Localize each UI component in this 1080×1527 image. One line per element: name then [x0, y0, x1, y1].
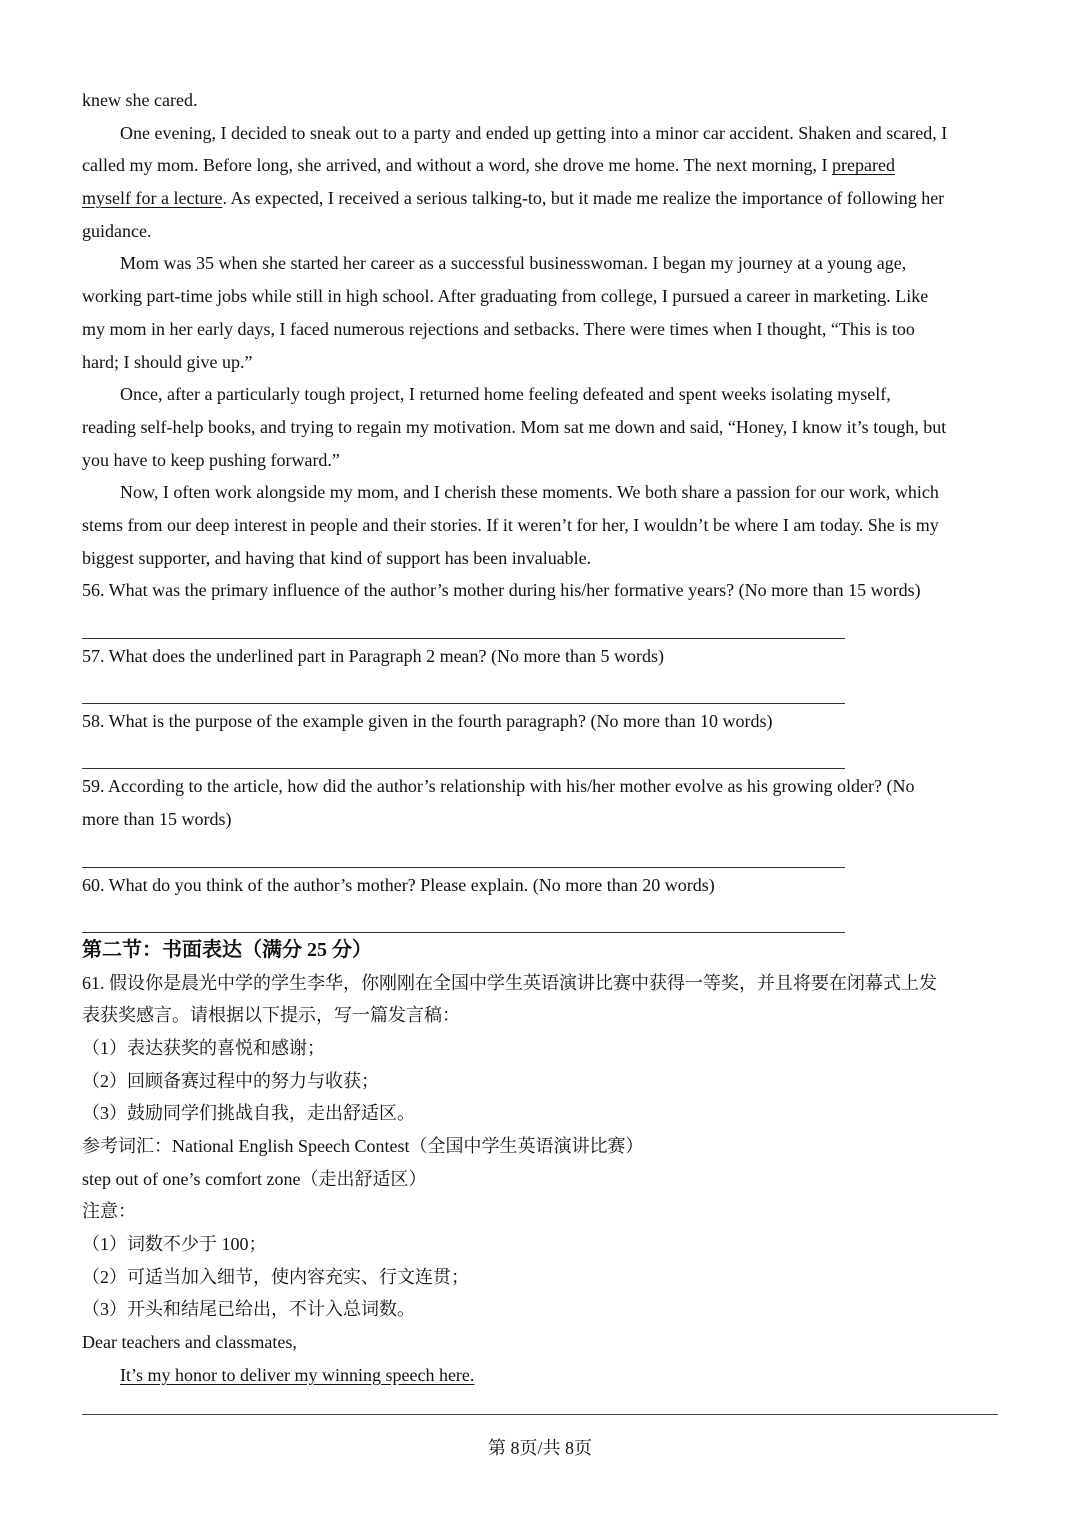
passage-line: stems from our deep interest in people and their stories. If it weren’t for her, I wouldn’t be where I am today. She is my — [82, 514, 939, 535]
underlined-phrase: prepared — [831, 155, 895, 176]
passage-line — [82, 182, 998, 215]
answer-line-60 — [82, 901, 998, 934]
speech-opening-line — [82, 1359, 998, 1392]
reference-vocab: 参考词汇：National English Speech Contest（全国中学生英语演讲比赛） — [82, 1136, 644, 1156]
passage-line: Now, I often work alongside my mom, and I cherish these moments. We both share a passion for our work, which — [120, 482, 939, 503]
writing-tip: （3）鼓励同学们挑战自我，走出舒适区。 — [82, 1103, 415, 1124]
answer-line-59 — [82, 836, 998, 869]
passage-line: hard; I should give up.” — [82, 351, 253, 372]
question-60: 60. What do you think of the author’s mother? Please explain. (No more than 20 words) — [82, 874, 715, 895]
passage-line: guidance. — [82, 220, 152, 241]
question-57: 57. What does the underlined part in Paragraph 2 mean? (No more than 5 words) — [82, 645, 664, 666]
writing-tip: （1）表达获奖的喜悦和感谢； — [82, 1037, 325, 1058]
passage-line: One evening, I decided to sneak out to a party and ended up getting into a minor car accident. Shaken and scared, I — [120, 122, 948, 143]
question-59: 59. According to the article, how did the author’s relationship with his/her mother evolve as his growing older? (No — [82, 776, 915, 797]
passage-line: you have to keep pushing forward.” — [82, 449, 340, 470]
note-item: （2）可适当加入细节，使内容充实、行文连贯； — [82, 1266, 469, 1287]
passage-line: reading self-help books, and trying to regain my motivation. Mom sat me down and said, “Honey, I know it’s tough, but — [82, 416, 947, 437]
passage-text: . As expected, I received a serious talking-to, but it made me realize the importance of following her — [222, 188, 945, 209]
writing-tip: （2）回顾备赛过程中的努力与收获； — [82, 1070, 379, 1091]
reference-vocab: step out of one’s comfort zone（走出舒适区） — [82, 1168, 427, 1189]
underlined-phrase: myself for a lecture — [82, 188, 223, 209]
answer-line-56 — [82, 607, 998, 640]
passage-line: working part-time jobs while still in high school. After graduating from college, I pursued a career in marketing. Like — [82, 286, 929, 307]
section-heading: 第二节：书面表达（满分 25 分） — [82, 938, 372, 961]
speech-opening: It’s my honor to deliver my winning speech here. — [120, 1364, 475, 1385]
question-61-cont: 表获奖感言。请根据以下提示，写一篇发言稿： — [82, 1005, 460, 1026]
passage-line: biggest supporter, and having that kind of support has been invaluable. — [82, 547, 592, 568]
question-59-cont: more than 15 words) — [82, 809, 232, 830]
passage-text: called my mom. Before long, she arrived, and without a word, she drove me home. The next morning, I — [82, 155, 832, 176]
passage-line: my mom in her early days, I faced numerous rejections and setbacks. There were times when I thought, “This is too — [82, 318, 915, 339]
question-56: 56. What was the primary influence of the author’s mother during his/her formative years? (No more than 15 words) — [82, 580, 921, 601]
question-58: 58. What is the purpose of the example given in the fourth paragraph? (No more than 10 words) — [82, 711, 773, 732]
exam-page — [82, 84, 998, 1392]
notes-label: 注意： — [82, 1201, 136, 1222]
page-number: 第 8页/共 8页 — [487, 1438, 592, 1458]
speech-salutation: Dear teachers and classmates, — [82, 1332, 297, 1353]
note-item: （1）词数不少于 100； — [82, 1234, 267, 1255]
question-61: 61. 假设你是晨光中学的学生李华，你刚刚在全国中学生英语演讲比赛中获得一等奖，并且将要在闭幕式上发 — [82, 972, 937, 993]
passage-line — [82, 149, 998, 182]
answer-line-58 — [82, 738, 998, 771]
passage-line: Mom was 35 when she started her career as a successful businesswoman. I began my journey at a young age, — [120, 253, 907, 274]
footer-divider — [82, 1414, 998, 1415]
note-item: （3）开头和结尾已给出，不计入总词数。 — [82, 1299, 415, 1320]
passage-line: Once, after a particularly tough project, I returned home feeling defeated and spent weeks isolating myself, — [120, 384, 891, 405]
passage-line: knew she cared. — [82, 90, 198, 110]
answer-line-57 — [82, 672, 998, 705]
